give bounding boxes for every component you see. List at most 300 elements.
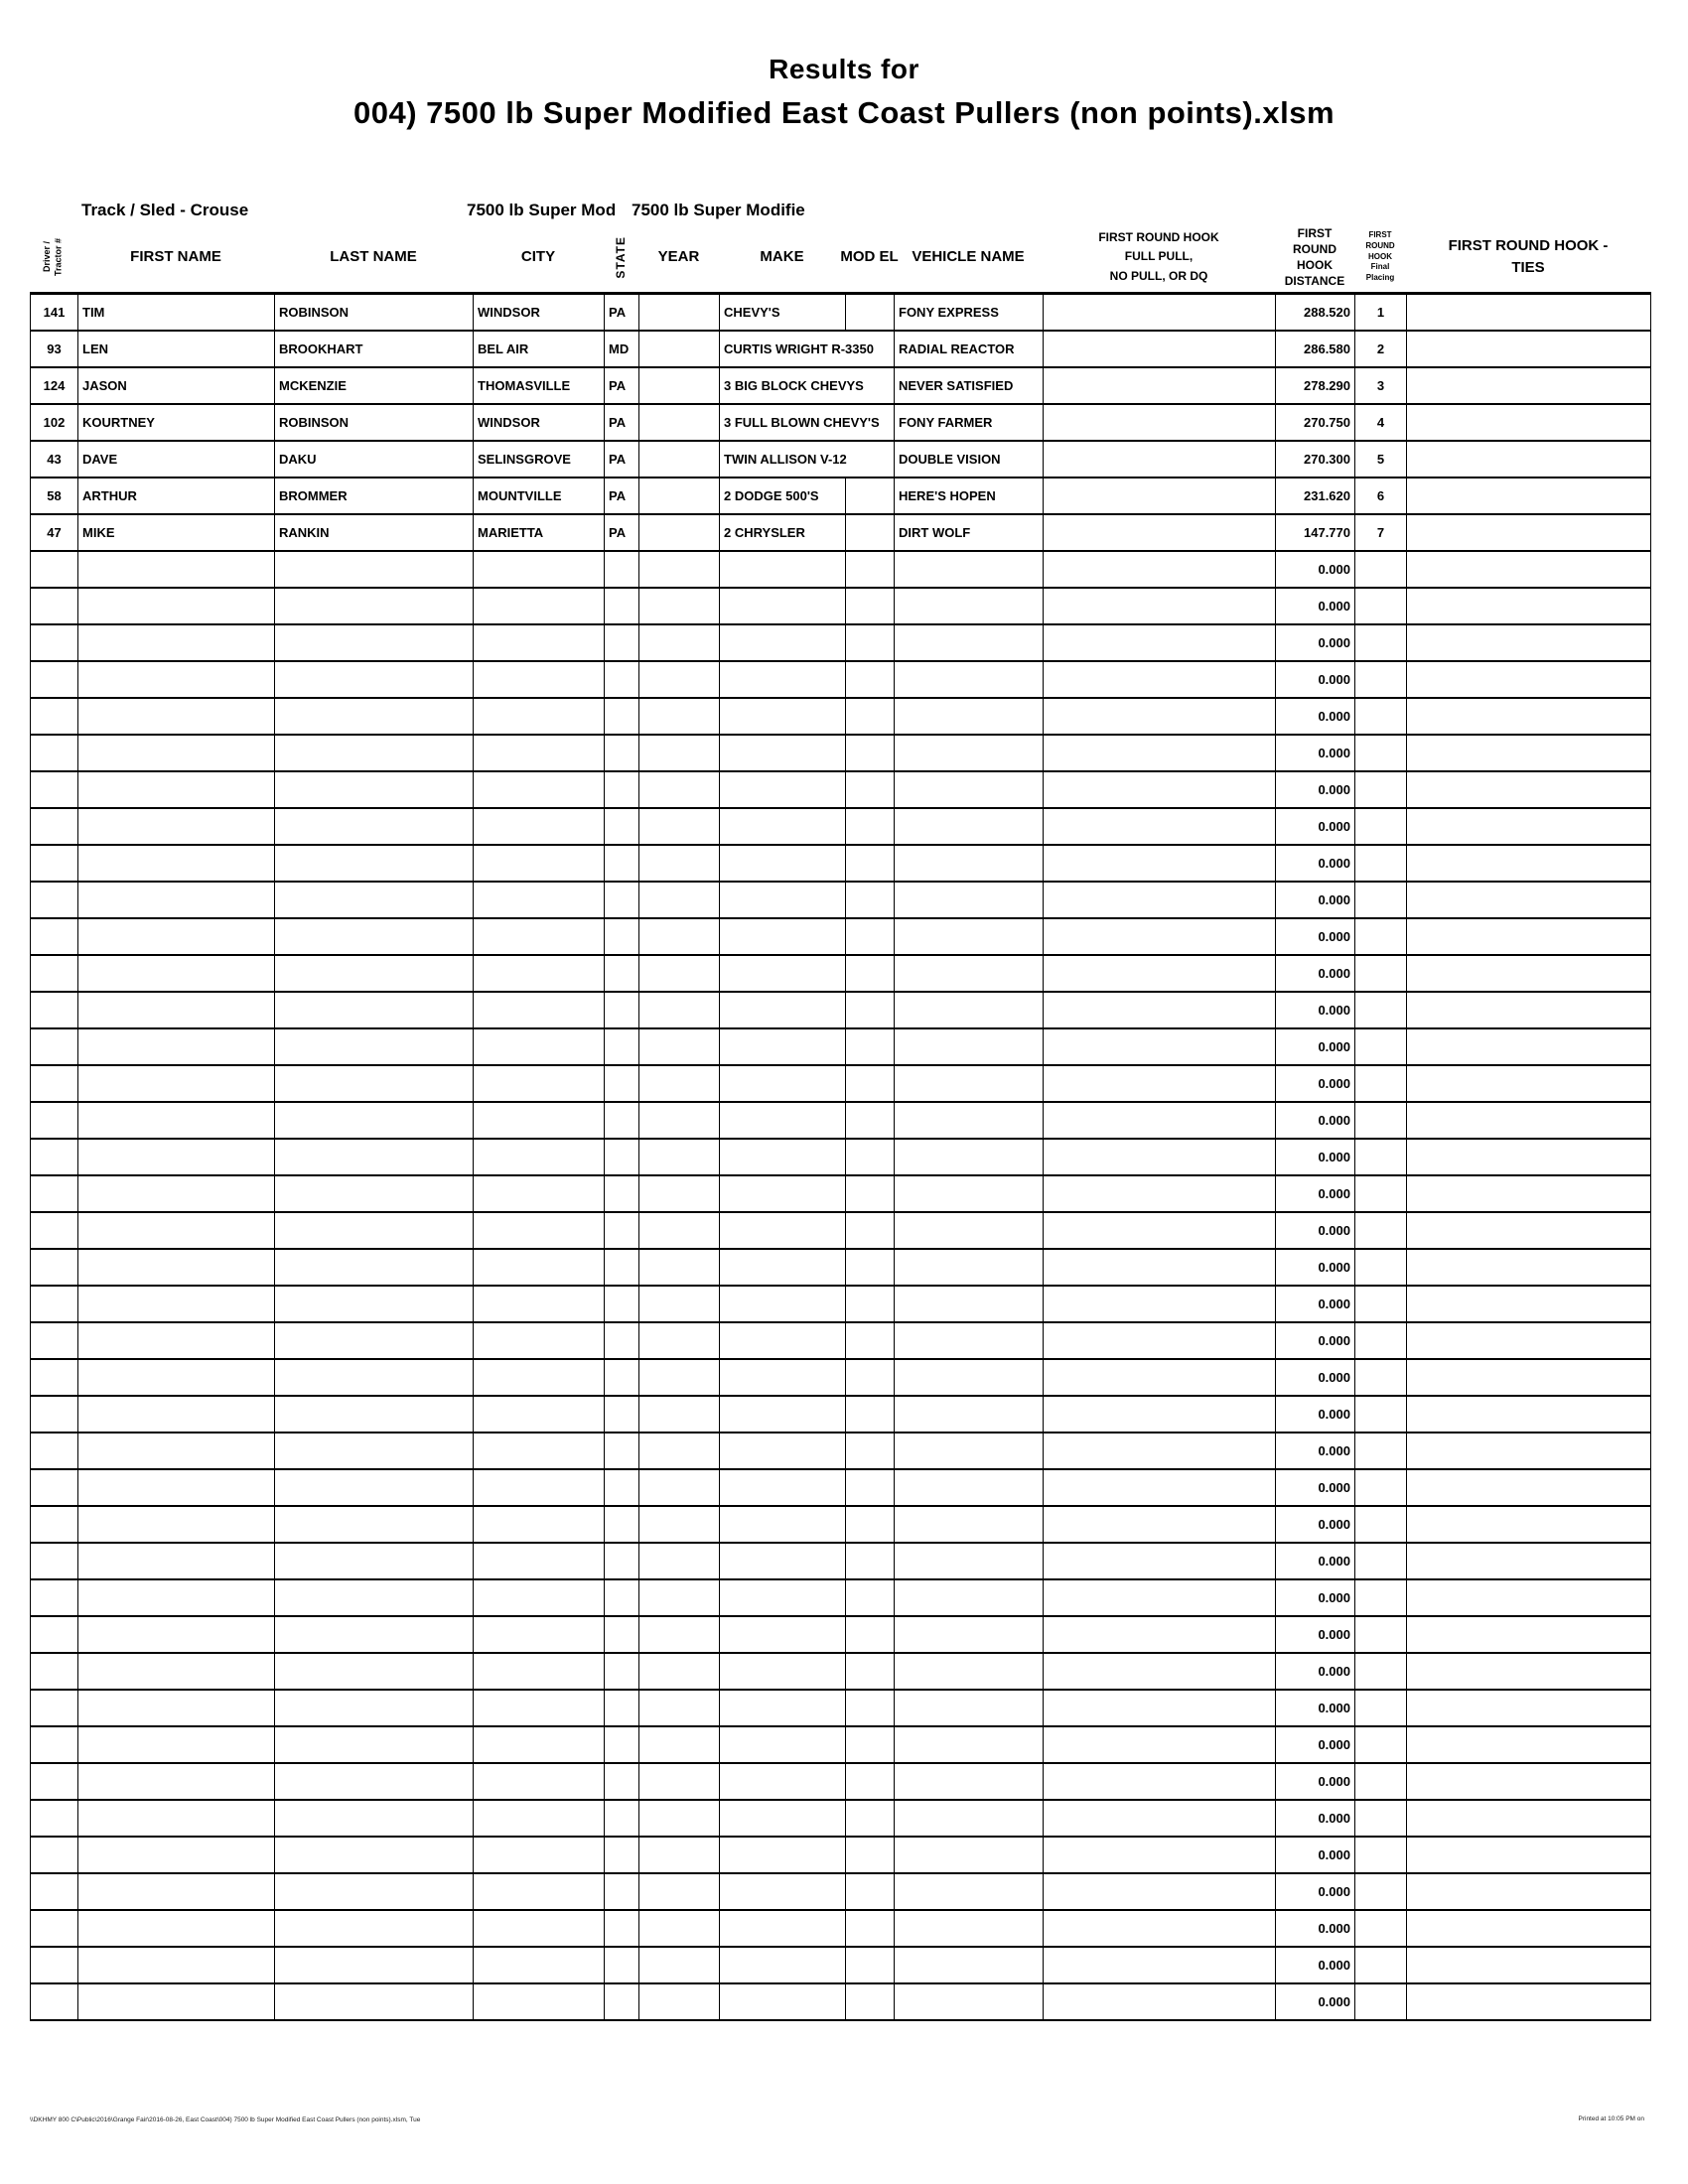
cell-first [78,698,275,735]
cell-state [605,661,639,698]
cell-last [275,1322,474,1359]
cell-num [31,1102,78,1139]
cell-model [846,1212,895,1249]
cell-ties [1407,1102,1651,1139]
cell-first [78,624,275,661]
cell-last [275,588,474,624]
cell-first [78,735,275,771]
cell-hook [1044,331,1276,367]
cell-num [31,1947,78,1983]
cell-placing [1355,588,1407,624]
cell-city [474,1983,605,2020]
cell-last [275,735,474,771]
cell-state: PA [605,367,639,404]
cell-state: PA [605,404,639,441]
cell-num [31,1139,78,1175]
cell-make [720,1910,846,1947]
cell-year [639,882,720,918]
cell-model [846,478,895,514]
cell-distance: 0.000 [1276,624,1355,661]
cell-state [605,771,639,808]
cell-year [639,294,720,331]
empty-row [31,1396,1651,1433]
cell-make: 3 FULL BLOWN CHEVY'S [720,404,895,441]
cell-model [846,1175,895,1212]
cell-model [846,1690,895,1726]
empty-row [31,624,1651,661]
cell-state [605,1690,639,1726]
cell-ties [1407,1947,1651,1983]
cell-city [474,1359,605,1396]
column-header-city: CITY [520,247,556,265]
cell-ties [1407,1763,1651,1800]
cell-vehicle [895,808,1044,845]
cell-city [474,1873,605,1910]
cell-model [846,1800,895,1837]
cell-vehicle [895,1837,1044,1873]
empty-row [31,1800,1651,1837]
cell-first [78,808,275,845]
cell-num [31,551,78,588]
cell-make [720,918,846,955]
cell-last [275,1028,474,1065]
cell-hook [1044,1359,1276,1396]
cell-state [605,588,639,624]
cell-num [31,624,78,661]
cell-placing [1355,661,1407,698]
empty-row [31,882,1651,918]
cell-vehicle [895,1653,1044,1690]
cell-city [474,1543,605,1579]
cell-first [78,1763,275,1800]
cell-last [275,771,474,808]
cell-year [639,661,720,698]
cell-ties [1407,1212,1651,1249]
cell-hook [1044,1947,1276,1983]
cell-distance: 0.000 [1276,1469,1355,1506]
cell-year [639,478,720,514]
cell-last [275,992,474,1028]
cell-city [474,1800,605,1837]
column-header-cell [840,222,899,292]
cell-first [78,1800,275,1837]
cell-state: PA [605,478,639,514]
cell-first: LEN [78,331,275,367]
cell-placing: 1 [1355,294,1407,331]
cell-year [639,588,720,624]
cell-num [31,698,78,735]
cell-ties [1407,1726,1651,1763]
cell-city [474,735,605,771]
cell-city [474,698,605,735]
cell-ties [1407,1653,1651,1690]
cell-city: MOUNTVILLE [474,478,605,514]
empty-row [31,1359,1651,1396]
cell-year [639,1433,720,1469]
cell-year [639,771,720,808]
empty-row [31,1543,1651,1579]
cell-year [639,1763,720,1800]
cell-first: MIKE [78,514,275,551]
cell-hook [1044,404,1276,441]
cell-make [720,1433,846,1469]
cell-last [275,1102,474,1139]
cell-make: 3 BIG BLOCK CHEVYS [720,367,895,404]
cell-city [474,955,605,992]
cell-distance: 0.000 [1276,551,1355,588]
cell-placing [1355,1653,1407,1690]
cell-hook [1044,1396,1276,1433]
cell-make [720,955,846,992]
cell-year [639,955,720,992]
cell-last [275,1139,474,1175]
cell-first [78,1139,275,1175]
cell-model [846,514,895,551]
cell-vehicle [895,1910,1044,1947]
cell-state [605,1763,639,1800]
cell-ties [1407,1322,1651,1359]
cell-num: 141 [31,294,78,331]
cell-make [720,1249,846,1286]
cell-vehicle: DOUBLE VISION [895,441,1044,478]
cell-city [474,1653,605,1690]
cell-distance: 0.000 [1276,955,1355,992]
cell-num [31,1579,78,1616]
cell-distance: 0.000 [1276,698,1355,735]
cell-first: ARTHUR [78,478,275,514]
cell-city [474,1579,605,1616]
cell-vehicle [895,1616,1044,1653]
cell-ties [1407,1616,1651,1653]
cell-placing [1355,1800,1407,1837]
cell-num [31,661,78,698]
cell-make [720,1947,846,1983]
cell-year [639,331,720,367]
column-header-cell [638,222,719,292]
cell-placing [1355,1212,1407,1249]
cell-placing [1355,1065,1407,1102]
cell-num [31,1065,78,1102]
cell-distance: 0.000 [1276,1175,1355,1212]
cell-ties [1407,441,1651,478]
cell-placing [1355,1028,1407,1065]
cell-last: DAKU [275,441,474,478]
cell-last [275,1212,474,1249]
empty-row [31,1690,1651,1726]
cell-last [275,1763,474,1800]
empty-row [31,1616,1651,1653]
cell-ties [1407,294,1651,331]
cell-last [275,918,474,955]
cell-make [720,1543,846,1579]
cell-ties [1407,845,1651,882]
column-header-distance: FIRST ROUND HOOK DISTANCE [1284,225,1345,289]
result-row [31,441,1651,478]
cell-last [275,1286,474,1322]
column-header-ties: FIRST ROUND HOOK - TIES [1448,236,1609,276]
cell-hook [1044,1175,1276,1212]
cell-distance: 0.000 [1276,1249,1355,1286]
cell-distance: 286.580 [1276,331,1355,367]
cell-make [720,1359,846,1396]
cell-placing: 7 [1355,514,1407,551]
cell-placing [1355,955,1407,992]
cell-make [720,1726,846,1763]
cell-make [720,808,846,845]
cell-last [275,698,474,735]
cell-placing [1355,1139,1407,1175]
cell-num [31,1800,78,1837]
cell-first [78,1653,275,1690]
cell-state [605,808,639,845]
cell-vehicle [895,1396,1044,1433]
cell-distance: 0.000 [1276,1139,1355,1175]
column-header-num: Driver / Tractor # [42,237,64,277]
cell-hook [1044,845,1276,882]
cell-make [720,845,846,882]
cell-first [78,1837,275,1873]
cell-model [846,1837,895,1873]
cell-ties [1407,1359,1651,1396]
cell-last: MCKENZIE [275,367,474,404]
cell-placing [1355,1102,1407,1139]
cell-placing [1355,771,1407,808]
cell-year [639,1726,720,1763]
cell-num [31,1286,78,1322]
cell-model [846,771,895,808]
cell-last [275,1983,474,2020]
cell-hook [1044,367,1276,404]
cell-model [846,735,895,771]
cell-num [31,1028,78,1065]
cell-year [639,1800,720,1837]
cell-model [846,1763,895,1800]
column-headers [30,222,1650,292]
cell-vehicle [895,1543,1044,1579]
cell-last: BROMMER [275,478,474,514]
cell-city [474,1322,605,1359]
footer-file-path: \\DKHMY 800 C\Public\2016\Grange Fair\2016-08-26, East Coast\004) 7500 lb Super Modified East Coast Pullers (non points).xlsm, Tue [30,2116,421,2123]
cell-city [474,1139,605,1175]
cell-state [605,1983,639,2020]
cell-make [720,1065,846,1102]
cell-state [605,1653,639,1690]
cell-city [474,661,605,698]
cell-ties [1407,1028,1651,1065]
cell-last [275,1065,474,1102]
cell-city [474,1616,605,1653]
cell-first [78,1983,275,2020]
column-header-cell [30,222,77,292]
cell-year [639,845,720,882]
cell-placing [1355,1983,1407,2020]
cell-model [846,1065,895,1102]
cell-make [720,992,846,1028]
cell-state [605,1947,639,1983]
cell-ties [1407,1469,1651,1506]
cell-make [720,1396,846,1433]
cell-year [639,1910,720,1947]
cell-last [275,1910,474,1947]
cell-state [605,1469,639,1506]
cell-model [846,1653,895,1690]
cell-vehicle: HERE'S HOPEN [895,478,1044,514]
cell-make: CURTIS WRIGHT R-3350 [720,331,895,367]
cell-make [720,771,846,808]
cell-state [605,1506,639,1543]
cell-state [605,1543,639,1579]
cell-vehicle [895,1726,1044,1763]
cell-first [78,955,275,992]
cell-placing: 6 [1355,478,1407,514]
cell-distance: 0.000 [1276,992,1355,1028]
cell-ties [1407,735,1651,771]
cell-num [31,1653,78,1690]
empty-row [31,918,1651,955]
cell-distance: 0.000 [1276,1102,1355,1139]
cell-ties [1407,661,1651,698]
cell-vehicle [895,845,1044,882]
column-header-cell [274,222,473,292]
cell-year [639,1175,720,1212]
cell-distance: 147.770 [1276,514,1355,551]
cell-ties [1407,1506,1651,1543]
cell-make [720,1837,846,1873]
empty-row [31,845,1651,882]
cell-make [720,1690,846,1726]
cell-num [31,1543,78,1579]
cell-city [474,1763,605,1800]
class-label-2: 7500 lb Super Modifie [632,201,805,219]
cell-year [639,1616,720,1653]
cell-first: KOURTNEY [78,404,275,441]
empty-row [31,771,1651,808]
cell-hook [1044,1837,1276,1873]
cell-last [275,661,474,698]
cell-ties [1407,551,1651,588]
cell-make [720,588,846,624]
cell-last: ROBINSON [275,294,474,331]
empty-row [31,1249,1651,1286]
cell-hook [1044,1763,1276,1800]
cell-num [31,845,78,882]
cell-ties [1407,1065,1651,1102]
track-sled-label: Track / Sled - Crouse [81,201,249,219]
cell-year [639,404,720,441]
cell-num [31,882,78,918]
result-row [31,294,1651,331]
cell-ties [1407,588,1651,624]
cell-ties [1407,1249,1651,1286]
cell-placing [1355,918,1407,955]
cell-distance: 0.000 [1276,1286,1355,1322]
cell-num [31,955,78,992]
cell-placing [1355,1506,1407,1543]
cell-vehicle [895,1028,1044,1065]
empty-row [31,1579,1651,1616]
cell-last [275,1396,474,1433]
cell-make [720,1469,846,1506]
cell-ties [1407,955,1651,992]
cell-year [639,441,720,478]
cell-make [720,1212,846,1249]
cell-last [275,845,474,882]
cell-model [846,1028,895,1065]
cell-last [275,955,474,992]
cell-year [639,514,720,551]
cell-first [78,1175,275,1212]
empty-row [31,551,1651,588]
cell-year [639,1139,720,1175]
cell-year [639,1947,720,1983]
cell-distance: 0.000 [1276,1579,1355,1616]
column-header-cell [1406,222,1650,292]
cell-last [275,1579,474,1616]
cell-state [605,1579,639,1616]
cell-hook [1044,735,1276,771]
cell-placing [1355,1579,1407,1616]
cell-first [78,1028,275,1065]
cell-state [605,1212,639,1249]
cell-model [846,1322,895,1359]
cell-placing: 2 [1355,331,1407,367]
cell-make [720,624,846,661]
empty-row [31,1506,1651,1543]
cell-model [846,992,895,1028]
cell-first [78,1616,275,1653]
cell-placing [1355,992,1407,1028]
cell-first [78,1579,275,1616]
empty-row [31,1322,1651,1359]
cell-model [846,294,895,331]
cell-last [275,551,474,588]
cell-make [720,1175,846,1212]
cell-model [846,1947,895,1983]
cell-distance: 0.000 [1276,808,1355,845]
cell-placing [1355,1837,1407,1873]
cell-first [78,1690,275,1726]
cell-vehicle [895,1433,1044,1469]
cell-make [720,1616,846,1653]
cell-state [605,1873,639,1910]
result-row [31,404,1651,441]
cell-placing [1355,1616,1407,1653]
cell-year [639,1543,720,1579]
cell-num [31,1506,78,1543]
column-header-hook: FIRST ROUND HOOK FULL PULL, NO PULL, OR DQ [1098,230,1219,283]
cell-state [605,1175,639,1212]
cell-city [474,588,605,624]
cell-vehicle [895,588,1044,624]
cell-vehicle [895,1469,1044,1506]
cell-ties [1407,918,1651,955]
cell-hook [1044,1653,1276,1690]
cell-hook [1044,1028,1276,1065]
cell-ties [1407,478,1651,514]
empty-row [31,1286,1651,1322]
cell-state [605,992,639,1028]
cell-city [474,1506,605,1543]
cell-distance: 0.000 [1276,1910,1355,1947]
cell-hook [1044,771,1276,808]
cell-distance: 0.000 [1276,1212,1355,1249]
cell-make [720,1873,846,1910]
cell-hook [1044,918,1276,955]
cell-year [639,1983,720,2020]
cell-ties [1407,1286,1651,1322]
cell-vehicle [895,1763,1044,1800]
cell-num [31,1837,78,1873]
